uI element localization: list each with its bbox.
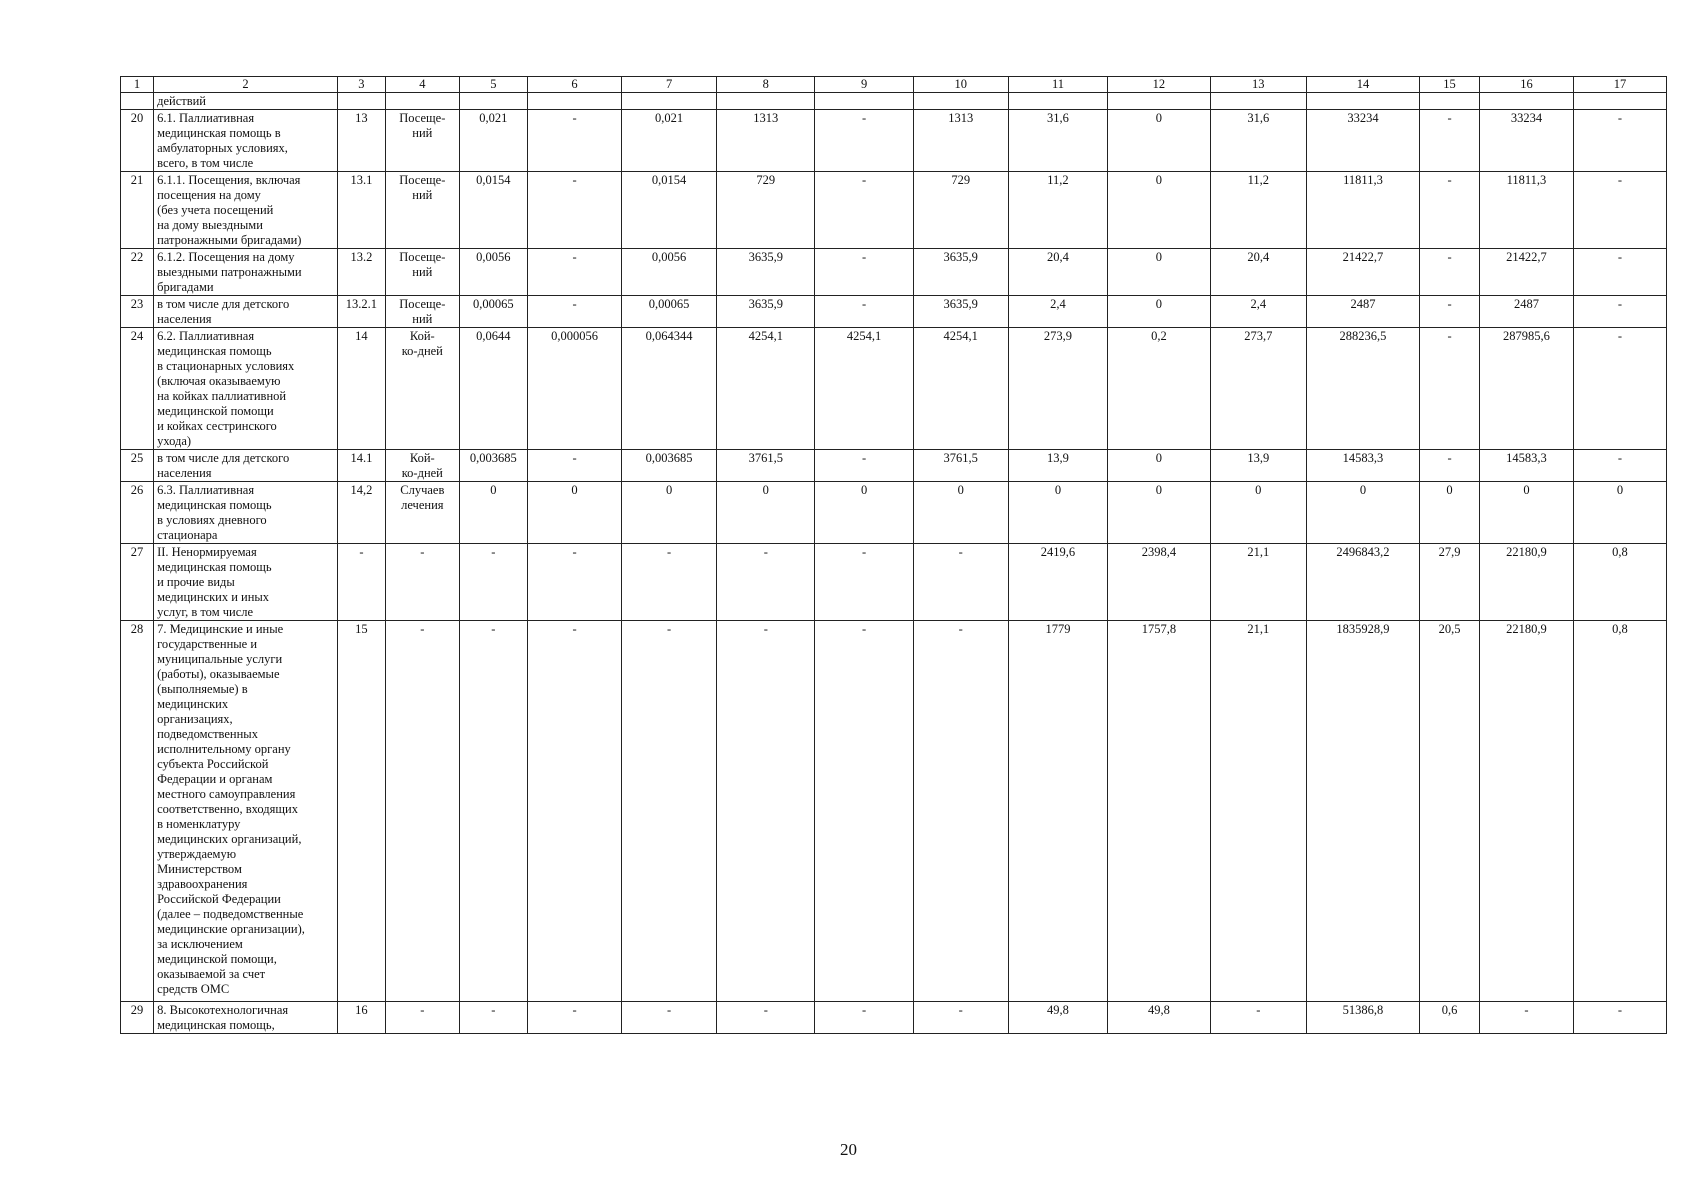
value-cell: - — [1420, 328, 1480, 450]
table-row — [121, 93, 1667, 110]
row-number-cell: 29 — [121, 1002, 154, 1034]
row-label-cell: 6.1. Паллиативная медицинская помощь в амбулаторных условиях, всего, в том числе — [154, 110, 338, 172]
value-cell: 0,6 — [1420, 1002, 1480, 1034]
table-row — [121, 172, 1667, 249]
value-cell: 0 — [1108, 482, 1211, 544]
value-cell: 2496843,2 — [1306, 544, 1419, 621]
value-cell — [815, 93, 913, 110]
value-cell: - — [1573, 450, 1666, 482]
value-cell: 3635,9 — [913, 296, 1008, 328]
value-cell: - — [528, 249, 622, 296]
value-cell: 13.1 — [337, 172, 385, 249]
value-cell: 2487 — [1306, 296, 1419, 328]
value-cell: 729 — [913, 172, 1008, 249]
value-cell: 49,8 — [1008, 1002, 1107, 1034]
value-cell: 51386,8 — [1306, 1002, 1419, 1034]
value-cell: 16 — [1479, 77, 1573, 93]
value-cell: 3635,9 — [913, 249, 1008, 296]
value-cell — [622, 93, 717, 110]
value-cell — [1420, 93, 1480, 110]
value-cell: - — [815, 172, 913, 249]
value-cell: 2419,6 — [1008, 544, 1107, 621]
value-cell: 0,000056 — [528, 328, 622, 450]
value-cell: 14 — [337, 328, 385, 450]
value-cell: - — [622, 621, 717, 1002]
value-cell: 4254,1 — [717, 328, 815, 450]
value-cell: - — [1420, 249, 1480, 296]
value-cell: 273,7 — [1210, 328, 1306, 450]
value-cell: 0,8 — [1573, 621, 1666, 1002]
value-cell — [385, 93, 459, 110]
value-cell: - — [459, 621, 527, 1002]
value-cell: 2487 — [1479, 296, 1573, 328]
value-cell: 49,8 — [1108, 1002, 1211, 1034]
value-cell: - — [385, 544, 459, 621]
value-cell: 0,021 — [622, 110, 717, 172]
value-cell: 13.2 — [337, 249, 385, 296]
value-cell: - — [815, 544, 913, 621]
value-cell: - — [1420, 172, 1480, 249]
value-cell: 0,064344 — [622, 328, 717, 450]
value-cell: - — [1573, 172, 1666, 249]
value-cell: 8 — [717, 77, 815, 93]
value-cell: - — [528, 110, 622, 172]
value-cell: 13,9 — [1008, 450, 1107, 482]
value-cell: 0 — [1008, 482, 1107, 544]
value-cell: Случаев лечения — [385, 482, 459, 544]
row-number-cell: 23 — [121, 296, 154, 328]
value-cell: - — [385, 1002, 459, 1034]
table-row — [121, 110, 1667, 172]
value-cell: 13.2.1 — [337, 296, 385, 328]
value-cell: 17 — [1573, 77, 1666, 93]
value-cell: 0,0644 — [459, 328, 527, 450]
table-body — [121, 77, 1667, 1034]
row-label-cell: 8. Высокотехнологичная медицинская помощь, — [154, 1002, 338, 1034]
value-cell: 0 — [717, 482, 815, 544]
value-cell: - — [815, 1002, 913, 1034]
value-cell: 3635,9 — [717, 296, 815, 328]
value-cell: - — [717, 544, 815, 621]
value-cell: 15 — [1420, 77, 1480, 93]
value-cell: 2398,4 — [1108, 544, 1211, 621]
value-cell: 31,6 — [1210, 110, 1306, 172]
value-cell: - — [528, 1002, 622, 1034]
value-cell: 11,2 — [1210, 172, 1306, 249]
value-cell: Посеще- ний — [385, 249, 459, 296]
value-cell: 6 — [528, 77, 622, 93]
value-cell: 7 — [622, 77, 717, 93]
value-cell: 11811,3 — [1306, 172, 1419, 249]
value-cell: - — [385, 621, 459, 1002]
value-cell: - — [1479, 1002, 1573, 1034]
value-cell: 11,2 — [1008, 172, 1107, 249]
value-cell: 1757,8 — [1108, 621, 1211, 1002]
value-cell: 0,00065 — [622, 296, 717, 328]
value-cell — [1008, 93, 1107, 110]
value-cell: 20,4 — [1008, 249, 1107, 296]
value-cell: 0 — [1108, 172, 1211, 249]
row-label-cell: 6.3. Паллиативная медицинская помощь в условиях дневного стационара — [154, 482, 338, 544]
value-cell: 0 — [1479, 482, 1573, 544]
value-cell: 22180,9 — [1479, 544, 1573, 621]
value-cell: - — [528, 621, 622, 1002]
value-cell: - — [337, 544, 385, 621]
value-cell — [1210, 93, 1306, 110]
value-cell: 14.1 — [337, 450, 385, 482]
value-cell — [1108, 93, 1211, 110]
value-cell: 0 — [459, 482, 527, 544]
table-row — [121, 328, 1667, 450]
value-cell: 0 — [1108, 110, 1211, 172]
value-cell: 1779 — [1008, 621, 1107, 1002]
value-cell: 0,0056 — [622, 249, 717, 296]
value-cell: Посеще- ний — [385, 296, 459, 328]
value-cell: 20,4 — [1210, 249, 1306, 296]
value-cell — [1306, 93, 1419, 110]
row-number-cell: 27 — [121, 544, 154, 621]
row-label-cell: 6.1.2. Посещения на дому выездными патронажными бригадами — [154, 249, 338, 296]
value-cell: - — [1210, 1002, 1306, 1034]
value-cell: 12 — [1108, 77, 1211, 93]
value-cell — [337, 93, 385, 110]
value-cell: Посеще- ний — [385, 172, 459, 249]
row-label-cell: действий — [154, 93, 338, 110]
value-cell: 4 — [385, 77, 459, 93]
value-cell: 33234 — [1306, 110, 1419, 172]
value-cell: - — [622, 544, 717, 621]
table-row — [121, 249, 1667, 296]
value-cell: 0 — [528, 482, 622, 544]
value-cell: - — [717, 1002, 815, 1034]
value-cell: - — [528, 296, 622, 328]
value-cell: - — [815, 621, 913, 1002]
data-table — [120, 76, 1667, 1034]
value-cell: 0 — [1108, 249, 1211, 296]
row-label-cell: в том числе для детского населения — [154, 450, 338, 482]
table-row — [121, 1002, 1667, 1034]
value-cell: 0 — [913, 482, 1008, 544]
value-cell: 22180,9 — [1479, 621, 1573, 1002]
value-cell: 5 — [459, 77, 527, 93]
value-cell: 14583,3 — [1306, 450, 1419, 482]
value-cell: - — [528, 450, 622, 482]
value-cell: 4254,1 — [913, 328, 1008, 450]
value-cell: - — [717, 621, 815, 1002]
value-cell: 21422,7 — [1479, 249, 1573, 296]
value-cell: 16 — [337, 1002, 385, 1034]
value-cell: Кой- ко-дней — [385, 328, 459, 450]
row-label-cell: 2 — [154, 77, 338, 93]
value-cell: - — [815, 296, 913, 328]
value-cell: 4254,1 — [815, 328, 913, 450]
value-cell: - — [815, 450, 913, 482]
value-cell: Посеще- ний — [385, 110, 459, 172]
value-cell: - — [913, 544, 1008, 621]
row-number-cell — [121, 93, 154, 110]
value-cell: 14 — [1306, 77, 1419, 93]
value-cell: 10 — [913, 77, 1008, 93]
value-cell: - — [528, 172, 622, 249]
value-cell: 11811,3 — [1479, 172, 1573, 249]
value-cell: 15 — [337, 621, 385, 1002]
value-cell: 14,2 — [337, 482, 385, 544]
value-cell: - — [1573, 110, 1666, 172]
value-cell: 0 — [1210, 482, 1306, 544]
value-cell: 2,4 — [1210, 296, 1306, 328]
value-cell: 0 — [1420, 482, 1480, 544]
value-cell: 0,0154 — [459, 172, 527, 249]
value-cell: 0,0154 — [622, 172, 717, 249]
value-cell: 0 — [622, 482, 717, 544]
value-cell: 288236,5 — [1306, 328, 1419, 450]
value-cell: 0 — [1306, 482, 1419, 544]
value-cell: - — [1420, 296, 1480, 328]
value-cell: 729 — [717, 172, 815, 249]
value-cell: 3761,5 — [913, 450, 1008, 482]
row-label-cell: в том числе для детского населения — [154, 296, 338, 328]
page-number: 20 — [840, 1140, 857, 1159]
value-cell: 9 — [815, 77, 913, 93]
value-cell: - — [528, 544, 622, 621]
value-cell: Кой- ко-дней — [385, 450, 459, 482]
value-cell: 2,4 — [1008, 296, 1107, 328]
table-row — [121, 296, 1667, 328]
row-label-cell: 6.2. Паллиативная медицинская помощь в стационарных условиях (включая оказываемую на койках паллиативной медицинской помощи и койках сестринского ухода) — [154, 328, 338, 450]
value-cell: 0,003685 — [622, 450, 717, 482]
row-number-cell: 22 — [121, 249, 154, 296]
value-cell: - — [1420, 110, 1480, 172]
value-cell: 21422,7 — [1306, 249, 1419, 296]
value-cell: 0,0056 — [459, 249, 527, 296]
value-cell: 21,1 — [1210, 621, 1306, 1002]
value-cell: 0 — [815, 482, 913, 544]
value-cell — [1573, 93, 1666, 110]
row-number-cell: 28 — [121, 621, 154, 1002]
value-cell: - — [622, 1002, 717, 1034]
row-label-cell: 7. Медицинские и иные государственные и муниципальные услуги (работы), оказываемые (выполняемые) в медицинских организациях, подведомственных исполнительному органу субъекта Российской Федерации и органам местного самоуправления соответственно, входящих в номенклатуру медицинских организаций, утверждаемую Министерством здравоохранения Российской Федерации (далее – подведомственные медицинские организации), за исключением медицинской помощи, оказываемой за счет средств ОМС — [154, 621, 338, 1002]
row-number-cell: 1 — [121, 77, 154, 93]
value-cell — [913, 93, 1008, 110]
value-cell — [717, 93, 815, 110]
value-cell: 0 — [1108, 450, 1211, 482]
value-cell: - — [1420, 450, 1480, 482]
value-cell: - — [1573, 328, 1666, 450]
value-cell: 1835928,9 — [1306, 621, 1419, 1002]
value-cell: 0,003685 — [459, 450, 527, 482]
value-cell: 0 — [1108, 296, 1211, 328]
value-cell: 0 — [1573, 482, 1666, 544]
value-cell — [459, 93, 527, 110]
value-cell — [528, 93, 622, 110]
table-row — [121, 482, 1667, 544]
value-cell: 33234 — [1479, 110, 1573, 172]
value-cell — [1479, 93, 1573, 110]
value-cell: 0,2 — [1108, 328, 1211, 450]
row-label-cell: II. Ненормируемая медицинская помощь и прочие виды медицинских и иных услуг, в том числе — [154, 544, 338, 621]
value-cell: - — [459, 1002, 527, 1034]
header-row — [121, 77, 1667, 93]
value-cell: 11 — [1008, 77, 1107, 93]
row-number-cell: 26 — [121, 482, 154, 544]
value-cell: 27,9 — [1420, 544, 1480, 621]
value-cell: 13 — [337, 110, 385, 172]
value-cell: - — [815, 249, 913, 296]
row-number-cell: 20 — [121, 110, 154, 172]
value-cell: - — [1573, 1002, 1666, 1034]
value-cell: 3761,5 — [717, 450, 815, 482]
table-row — [121, 544, 1667, 621]
value-cell: 31,6 — [1008, 110, 1107, 172]
row-number-cell: 21 — [121, 172, 154, 249]
value-cell: - — [459, 544, 527, 621]
row-label-cell: 6.1.1. Посещения, включая посещения на дому (без учета посещений на дому выездными патронажными бригадами) — [154, 172, 338, 249]
value-cell: 273,9 — [1008, 328, 1107, 450]
value-cell: 14583,3 — [1479, 450, 1573, 482]
value-cell: 1313 — [717, 110, 815, 172]
table-row — [121, 450, 1667, 482]
table-row — [121, 621, 1667, 1002]
value-cell: 287985,6 — [1479, 328, 1573, 450]
value-cell: 13 — [1210, 77, 1306, 93]
value-cell: 3635,9 — [717, 249, 815, 296]
value-cell: 1313 — [913, 110, 1008, 172]
value-cell: - — [913, 1002, 1008, 1034]
value-cell: 20,5 — [1420, 621, 1480, 1002]
value-cell: 0,021 — [459, 110, 527, 172]
value-cell: - — [1573, 296, 1666, 328]
value-cell: - — [1573, 249, 1666, 296]
value-cell: 0,8 — [1573, 544, 1666, 621]
row-number-cell: 24 — [121, 328, 154, 450]
value-cell: 21,1 — [1210, 544, 1306, 621]
value-cell: - — [913, 621, 1008, 1002]
row-number-cell: 25 — [121, 450, 154, 482]
value-cell: 3 — [337, 77, 385, 93]
value-cell: 0,00065 — [459, 296, 527, 328]
value-cell: - — [815, 110, 913, 172]
value-cell: 13,9 — [1210, 450, 1306, 482]
